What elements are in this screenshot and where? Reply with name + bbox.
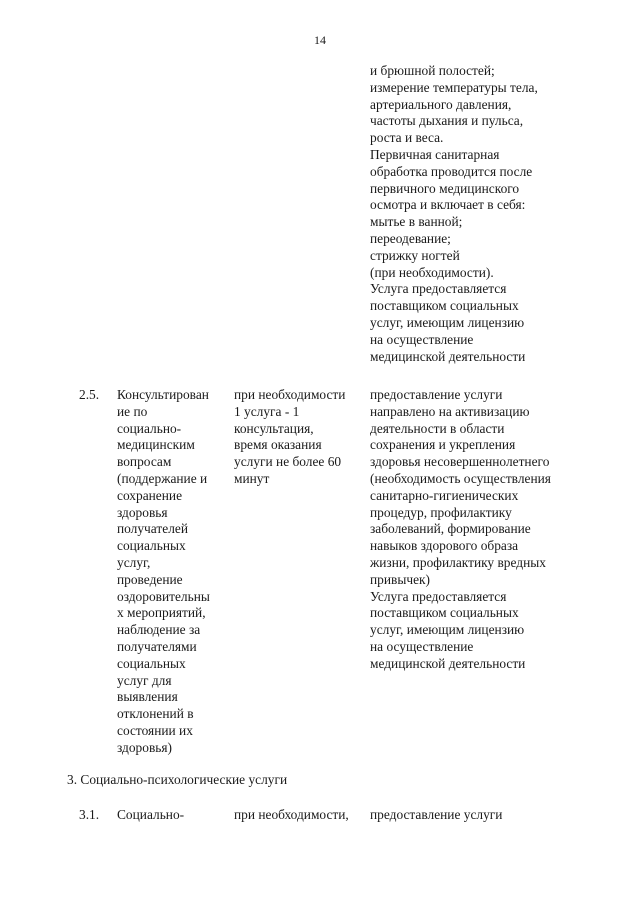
service-name: Социально- [117, 807, 185, 822]
service-name: Консультирован ие по социально- медицинским вопросам (поддержание и сохранение здоровья получателей социальных услуг, проведение оздоровительны х мероприятий, наблюдение за получателями социальных услуг для выявления отклонений в состоянии их здоровья) [117, 387, 210, 755]
service-periodicity: при необходимости 1 услуга - 1 консультация, время оказания услуги не более 60 минут [234, 387, 346, 486]
row-number: 3.1. [79, 807, 100, 822]
continued-service-description: и брюшной полостей; измерение температуры тела, артериального давления, частоты дыхания и пульса, роста и веса. Первичная санитарная обработка проводится после первичного медицинского осмотра и включает в себя: мытье в ванной; переодевание; стрижку ногтей (при необходимости). Услуга предоставляется поставщиком социальных услуг, имеющим лицензию на осуществление медицинской деятельности [370, 63, 538, 364]
service-description: предоставление услуги [370, 807, 503, 822]
section-heading: 3. Социально-психологические услуги [67, 772, 288, 787]
service-description: предоставление услуги направлено на активизацию деятельности в области сохранения и укрепления здоровья несовершеннолетнего (необходимость осуществления санитарно-гигиенических процедур, профилактику заболеваний, формирование навыков здорового образа жизни, профилактику вредных привычек) Услуга предоставляется поставщиком социальных услуг, имеющим лицензию на осуществление медицинской деятельности [370, 387, 551, 671]
page-number: 14 [314, 33, 326, 47]
service-periodicity: при необходимости, [234, 807, 349, 822]
row-number: 2.5. [79, 387, 100, 402]
